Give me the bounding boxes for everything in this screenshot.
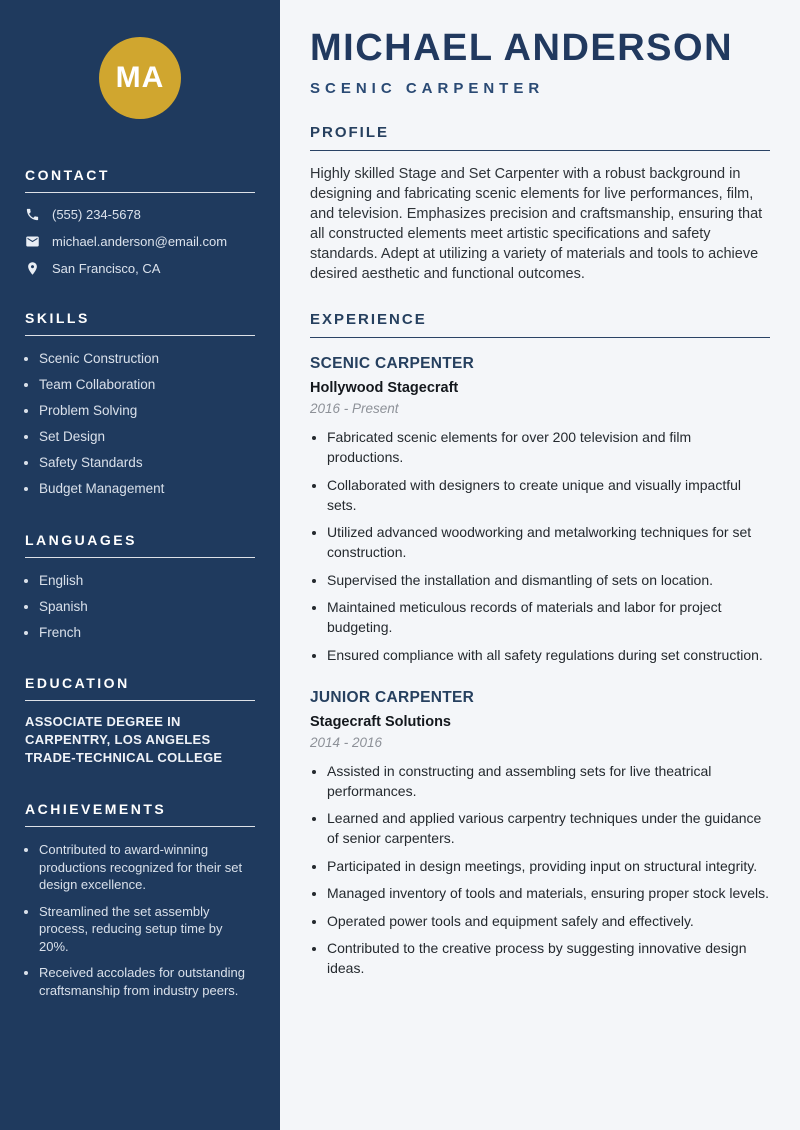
phone-icon <box>25 207 40 222</box>
job-company: Hollywood Stagecraft <box>310 380 459 396</box>
achievement-item: • Contributed to award-winning productions recognized for their set design excellence. <box>39 841 255 894</box>
section-divider <box>25 826 255 827</box>
job-bullet-item: • Fabricated scenic elements for over 200 television and film productions. <box>327 427 770 467</box>
education-degree-text: ASSOCIATE DEGREE IN CARPENTRY, LOS ANGELES TRADE-TECHNICAL COLLEGE <box>25 714 223 765</box>
location-pin-icon <box>25 261 40 276</box>
section-divider <box>25 192 255 193</box>
profile-summary-text: Highly skilled Stage and Set Carpenter with a robust background in designing and fabricating scenic elements for live performances, film, and television. Emphasizes precision and craftsmanship, ensuring that all constructed elements meet artistic specifications and safety standards. Adept at utilizing a variety of materials and tools to achieve desired aesthetic and functional outcomes. <box>310 166 763 282</box>
experience-job-2 <box>310 689 770 979</box>
candidate-job-title: SCENIC CARPENTER <box>310 80 545 97</box>
languages-section-title: LANGUAGES <box>25 531 137 548</box>
skill-item: • Set Design <box>39 428 255 446</box>
achievements-section <box>25 801 255 999</box>
section-divider <box>25 335 255 336</box>
job-bullet-item: • Managed inventory of tools and materials, ensuring proper stock levels. <box>327 883 770 903</box>
education-section <box>25 675 255 767</box>
contact-section <box>25 167 255 276</box>
job-bullet-item: • Contributed to the creative process by suggesting innovative design ideas. <box>327 938 770 978</box>
contact-email-text: michael.anderson@email.com <box>52 234 228 249</box>
achievement-item: • Received accolades for outstanding craftsmanship from industry peers. <box>39 964 255 999</box>
language-item: • Spanish <box>39 598 255 616</box>
achievement-item: • Streamlined the set assembly process, reducing setup time by 20%. <box>39 903 255 956</box>
profile-section <box>310 124 770 284</box>
experience-section <box>310 311 770 978</box>
skills-section-title: SKILLS <box>25 310 90 326</box>
job-bullet-item: • Maintained meticulous records of materials and labor for project budgeting. <box>327 597 770 637</box>
job-role: JUNIOR CARPENTER <box>310 688 475 706</box>
experience-job-1 <box>310 355 770 665</box>
avatar <box>99 37 181 119</box>
contact-row-email <box>25 234 255 249</box>
language-item: • French <box>39 624 255 642</box>
contact-phone-text: (555) 234-5678 <box>52 207 141 222</box>
mail-icon <box>25 234 40 249</box>
profile-section-title: PROFILE <box>310 124 390 141</box>
job-bullet-item: • Utilized advanced woodworking and metalworking techniques for set construction. <box>327 522 770 562</box>
job-bullet-list <box>310 761 770 979</box>
contact-list <box>25 207 255 276</box>
skill-item: • Budget Management <box>39 480 255 498</box>
job-dates: 2016 - Present <box>310 401 399 416</box>
contact-row-phone <box>25 207 255 222</box>
achievements-section-title: ACHIEVEMENTS <box>25 801 167 817</box>
section-divider <box>310 337 770 338</box>
skill-item: • Safety Standards <box>39 454 255 472</box>
job-bullet-item: • Participated in design meetings, providing input on structural integrity. <box>327 856 770 876</box>
skills-list <box>25 350 255 498</box>
job-bullet-list <box>310 427 770 665</box>
contact-row-location <box>25 261 255 276</box>
resume-main <box>280 0 800 1130</box>
achievements-list <box>25 841 255 999</box>
job-bullet-item: • Supervised the installation and dismantling of sets on location. <box>327 570 770 590</box>
education-section-title: EDUCATION <box>25 675 130 691</box>
skill-item: • Problem Solving <box>39 402 255 420</box>
job-dates: 2014 - 2016 <box>310 734 383 750</box>
job-role: SCENIC CARPENTER <box>310 355 475 372</box>
job-company: Stagecraft Solutions <box>310 713 451 730</box>
job-bullet-item: • Operated power tools and equipment safely and effectively. <box>327 911 770 931</box>
section-divider <box>25 700 255 701</box>
section-divider <box>25 557 255 558</box>
contact-location-text: San Francisco, CA <box>52 261 161 276</box>
skill-item: • Team Collaboration <box>39 376 255 394</box>
avatar-initials: MA <box>115 61 165 94</box>
skill-item: • Scenic Construction <box>39 350 255 368</box>
section-divider <box>310 150 770 151</box>
contact-section-title: CONTACT <box>25 167 110 183</box>
language-item: • English <box>39 572 255 590</box>
job-bullet-item: • Assisted in constructing and assembling sets for live theatrical performances. <box>327 761 770 801</box>
job-bullet-item: • Collaborated with designers to create unique and visually impactful sets. <box>327 475 770 515</box>
candidate-name: MICHAEL ANDERSON <box>310 27 734 69</box>
languages-section <box>25 532 255 642</box>
languages-list <box>25 572 255 642</box>
job-bullet-item: • Ensured compliance with all safety regulations during set construction. <box>327 645 770 665</box>
skills-section <box>25 310 255 498</box>
experience-section-title: EXPERIENCE <box>310 311 427 328</box>
job-bullet-item: • Learned and applied various carpentry techniques under the guidance of senior carpenters. <box>327 808 770 848</box>
resume-sidebar <box>0 0 280 1130</box>
